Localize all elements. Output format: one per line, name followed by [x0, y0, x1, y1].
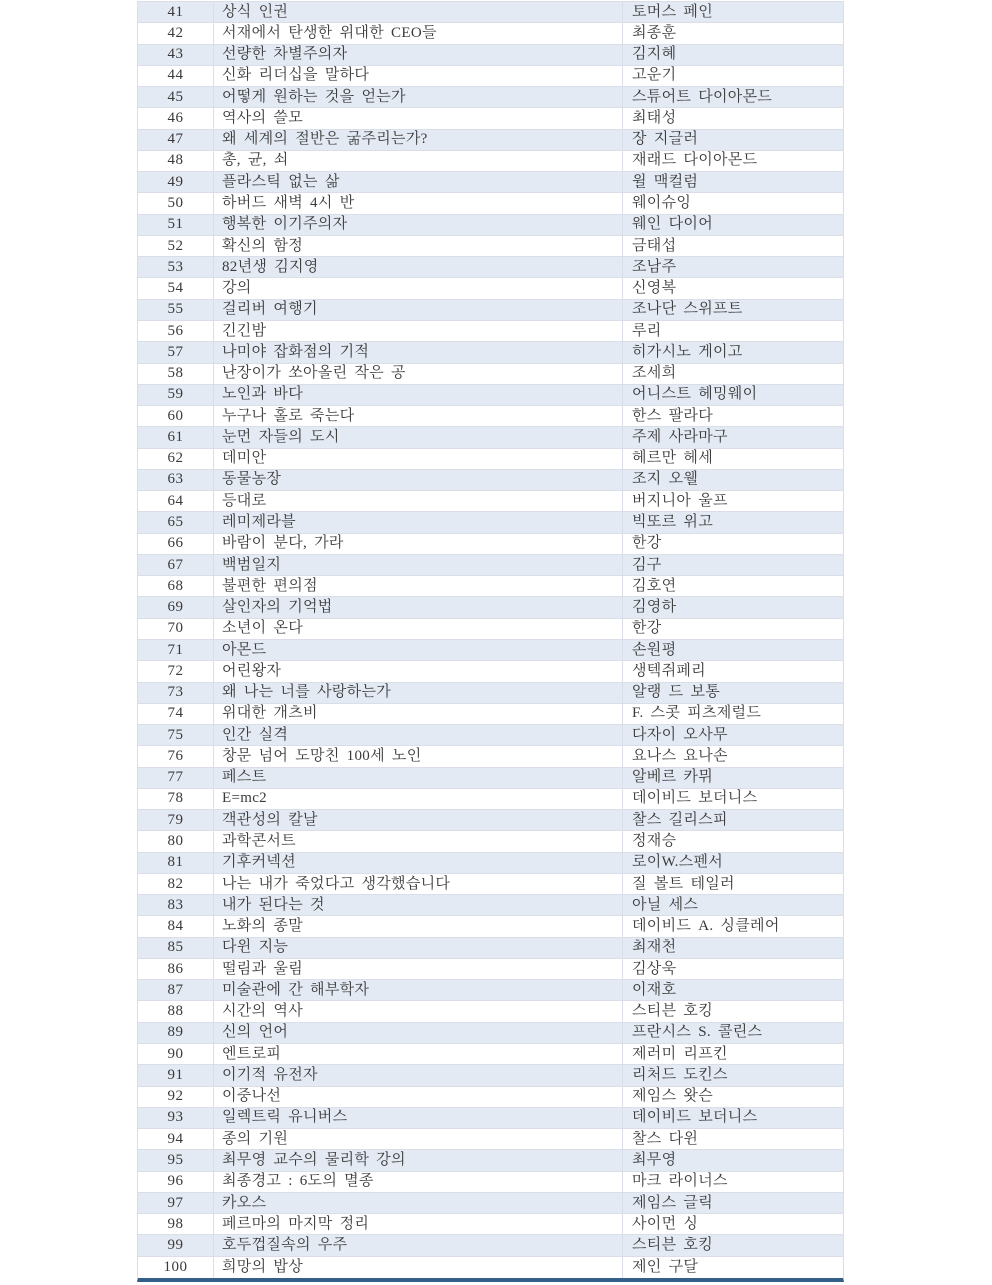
row-number: 61 [138, 427, 214, 447]
book-author: 데이비드 보더니스 [632, 1109, 758, 1126]
book-title: 이중나선 [214, 1087, 623, 1107]
row-number: 55 [138, 300, 214, 320]
book-author: 김지혜 [632, 46, 677, 63]
book-author: 리처드 도킨스 [632, 1066, 728, 1083]
table-row [138, 278, 843, 299]
row-number: 87 [138, 980, 214, 1000]
row-number: 71 [138, 640, 214, 660]
book-title: 호두껍질속의 우주 [214, 1235, 623, 1255]
row-number: 90 [138, 1044, 214, 1064]
row-number: 50 [138, 193, 214, 213]
row-number: 86 [138, 959, 214, 979]
book-title: 데미안 [214, 449, 623, 469]
book-author: 이재호 [632, 981, 677, 998]
book-title: 시간의 역사 [214, 1001, 623, 1021]
row-number: 82 [138, 874, 214, 894]
table-row [138, 45, 843, 66]
row-number: 62 [138, 449, 214, 469]
book-title: E=mc2 [214, 789, 623, 809]
book-author: 찰스 다윈 [632, 1130, 699, 1147]
book-author: 아닐 세스 [632, 896, 699, 913]
row-number: 75 [138, 725, 214, 745]
table-row [138, 704, 843, 725]
table-row [138, 215, 843, 236]
table-row [138, 831, 843, 852]
book-title: 왜 나는 너를 사랑하는가 [214, 683, 623, 703]
table-row [138, 895, 843, 916]
row-number: 45 [138, 87, 214, 107]
book-author: 주제 사라마구 [632, 428, 728, 445]
book-title: 아몬드 [214, 640, 623, 660]
book-title: 인간 실격 [214, 725, 623, 745]
table-row [138, 597, 843, 618]
table-row [138, 2, 843, 23]
book-author: 장 지글러 [632, 131, 699, 148]
row-number: 60 [138, 406, 214, 426]
book-title: 왜 세계의 절반은 굶주리는가? [214, 130, 623, 150]
book-author: 스티븐 호킹 [632, 1003, 714, 1020]
table-row [138, 1001, 843, 1022]
book-table [137, 1, 844, 1282]
book-title: 바람이 분다, 가라 [214, 534, 623, 554]
book-title: 확신의 함정 [214, 236, 623, 256]
table-row [138, 789, 843, 810]
row-number: 64 [138, 491, 214, 511]
book-title: 걸리버 여행기 [214, 300, 623, 320]
book-title: 서재에서 탄생한 위대한 CEO들 [214, 23, 623, 43]
book-author: 웨인 다이어 [632, 216, 714, 233]
table-row [138, 1087, 843, 1108]
book-title: 살인자의 기억법 [214, 597, 623, 617]
row-number: 74 [138, 704, 214, 724]
row-number: 63 [138, 470, 214, 490]
book-author: 김호연 [632, 577, 677, 594]
row-number: 56 [138, 321, 214, 341]
table-row [138, 1108, 843, 1129]
book-author: 제러미 리프킨 [632, 1045, 728, 1062]
table-row [138, 1150, 843, 1171]
row-number: 47 [138, 130, 214, 150]
row-number: 48 [138, 151, 214, 171]
book-author: 조나단 스위프트 [632, 301, 743, 318]
book-author: 제임스 왓슨 [632, 1088, 714, 1105]
table-row [138, 661, 843, 682]
book-title: 최무영 교수의 물리학 강의 [214, 1150, 623, 1170]
book-title: 하버드 새벽 4시 반 [214, 193, 623, 213]
table-row [138, 1193, 843, 1214]
table-row [138, 87, 843, 108]
row-number: 78 [138, 789, 214, 809]
book-author: 최재천 [632, 939, 677, 956]
book-title: 노인과 바다 [214, 385, 623, 405]
book-title: 페스트 [214, 768, 623, 788]
book-title: 나는 내가 죽었다고 생각했습니다 [214, 874, 623, 894]
book-title: 종의 기원 [214, 1129, 623, 1149]
row-number: 66 [138, 534, 214, 554]
table-row [138, 321, 843, 342]
book-author: 웨이슈잉 [632, 195, 692, 212]
book-title: 총, 균, 쇠 [214, 151, 623, 171]
book-title: 불편한 편의점 [214, 576, 623, 596]
book-title: 미술관에 간 해부학자 [214, 980, 623, 1000]
table-row [138, 980, 843, 1001]
table-row [138, 810, 843, 831]
row-number: 80 [138, 831, 214, 851]
book-author: 토머스 페인 [632, 3, 714, 20]
table-row [138, 640, 843, 661]
book-title: 어떻게 원하는 것을 얻는가 [214, 87, 623, 107]
book-author: 조지 오웰 [632, 471, 699, 488]
row-number: 96 [138, 1172, 214, 1192]
book-author: 조남주 [632, 258, 677, 275]
book-title: 등대로 [214, 491, 623, 511]
table-row [138, 1044, 843, 1065]
table-row [138, 1129, 843, 1150]
table-row [138, 108, 843, 129]
book-title: 페르마의 마지막 정리 [214, 1214, 623, 1234]
row-number: 41 [138, 2, 214, 22]
book-author: 프란시스 S. 콜린스 [632, 1024, 763, 1041]
book-author: 버지니아 울프 [632, 492, 728, 509]
row-number: 57 [138, 342, 214, 362]
book-author: 김상욱 [632, 960, 677, 977]
row-number: 54 [138, 278, 214, 298]
row-number: 49 [138, 172, 214, 192]
row-number: 85 [138, 938, 214, 958]
row-number: 92 [138, 1087, 214, 1107]
table-row [138, 364, 843, 385]
row-number: 79 [138, 810, 214, 830]
book-author: 스티븐 호킹 [632, 1237, 714, 1254]
book-author: 고운기 [632, 67, 677, 84]
book-title: 동물농장 [214, 470, 623, 490]
book-title: 소년이 온다 [214, 619, 623, 639]
table-row [138, 66, 843, 87]
book-author: 다자이 오사무 [632, 726, 728, 743]
book-title: 객관성의 칼날 [214, 810, 623, 830]
book-author: 알랭 드 보통 [632, 684, 721, 701]
table-row [138, 449, 843, 470]
book-title: 노화의 종말 [214, 916, 623, 936]
row-number: 97 [138, 1193, 214, 1213]
book-author: 손원평 [632, 641, 677, 658]
table-row [138, 130, 843, 151]
book-title: 강의 [214, 278, 623, 298]
table-row [138, 1172, 843, 1193]
table-row [138, 1257, 843, 1278]
book-title: 82년생 김지영 [214, 257, 623, 277]
book-title: 긴긴밤 [214, 321, 623, 341]
book-author: 한강 [632, 535, 662, 552]
book-author: 알베르 카뮈 [632, 769, 714, 786]
book-author: 김영하 [632, 599, 677, 616]
book-author: 최태성 [632, 109, 677, 126]
table-row [138, 385, 843, 406]
book-author: 한강 [632, 620, 662, 637]
book-title: 선량한 차별주의자 [214, 45, 623, 65]
book-author: 데이비드 A. 싱클레어 [632, 918, 780, 935]
table-row [138, 193, 843, 214]
book-author: 찰스 길리스피 [632, 811, 728, 828]
row-number: 91 [138, 1065, 214, 1085]
row-number: 67 [138, 555, 214, 575]
row-number: 73 [138, 683, 214, 703]
book-title: 나미야 잡화점의 기적 [214, 342, 623, 362]
book-title: 떨림과 울림 [214, 959, 623, 979]
book-title: 난장이가 쏘아올린 작은 공 [214, 364, 623, 384]
book-author: 제인 구달 [632, 1258, 699, 1275]
row-number: 51 [138, 215, 214, 235]
row-number: 95 [138, 1150, 214, 1170]
book-title: 플라스틱 없는 삶 [214, 172, 623, 192]
row-number: 70 [138, 619, 214, 639]
book-author: 한스 팔라다 [632, 407, 714, 424]
table-row [138, 576, 843, 597]
book-title: 카오스 [214, 1193, 623, 1213]
table-row [138, 916, 843, 937]
book-author: 조세희 [632, 365, 677, 382]
book-author: 신영복 [632, 280, 677, 297]
book-title: 이기적 유전자 [214, 1065, 623, 1085]
book-title: 내가 된다는 것 [214, 895, 623, 915]
table-row [138, 768, 843, 789]
table-row [138, 512, 843, 533]
book-title: 다윈 지능 [214, 938, 623, 958]
book-title: 행복한 이기주의자 [214, 215, 623, 235]
row-number: 43 [138, 45, 214, 65]
book-author: 최종훈 [632, 24, 677, 41]
row-number: 84 [138, 916, 214, 936]
row-number: 100 [138, 1257, 214, 1278]
table-row [138, 1214, 843, 1235]
book-title: 눈먼 자들의 도시 [214, 427, 623, 447]
book-author: 최무영 [632, 1151, 677, 1168]
table-row [138, 874, 843, 895]
row-number: 68 [138, 576, 214, 596]
book-title: 희망의 밥상 [214, 1257, 623, 1278]
book-title: 상식 인권 [214, 2, 623, 22]
book-author: 헤르만 헤세 [632, 450, 714, 467]
row-number: 52 [138, 236, 214, 256]
row-number: 88 [138, 1001, 214, 1021]
book-title: 일렉트릭 유니버스 [214, 1108, 623, 1128]
book-title: 최종경고 : 6도의 멸종 [214, 1172, 623, 1192]
book-author: 금태섭 [632, 237, 677, 254]
book-title: 신의 언어 [214, 1023, 623, 1043]
row-number: 42 [138, 23, 214, 43]
table-row [138, 23, 843, 44]
book-title: 레미제라블 [214, 512, 623, 532]
table-row [138, 746, 843, 767]
row-number: 77 [138, 768, 214, 788]
book-author: 마크 라이너스 [632, 1173, 728, 1190]
table-row [138, 427, 843, 448]
book-title: 위대한 개츠비 [214, 704, 623, 724]
book-author: 히가시노 게이고 [632, 343, 743, 360]
row-number: 58 [138, 364, 214, 384]
row-number: 89 [138, 1023, 214, 1043]
book-author: 루리 [632, 322, 662, 339]
book-author: 스튜어트 다이아몬드 [632, 88, 773, 105]
book-author: 재래드 다이아몬드 [632, 152, 758, 169]
table-row [138, 151, 843, 172]
row-number: 65 [138, 512, 214, 532]
book-author: 빅또르 위고 [632, 514, 714, 530]
table-row [138, 1065, 843, 1086]
table-row [138, 470, 843, 491]
table-row [138, 257, 843, 278]
book-author: 생텍쥐페리 [632, 662, 706, 679]
row-number: 93 [138, 1108, 214, 1128]
book-title: 창문 넘어 도망친 100세 노인 [214, 746, 623, 766]
book-author: 질 볼트 테일러 [632, 875, 735, 892]
book-title: 신화 리더십을 말하다 [214, 66, 623, 86]
table-row [138, 491, 843, 512]
table-row [138, 725, 843, 746]
row-number: 81 [138, 853, 214, 873]
row-number: 94 [138, 1129, 214, 1149]
book-title: 역사의 쓸모 [214, 108, 623, 128]
row-number: 44 [138, 66, 214, 86]
book-author: 사이먼 싱 [632, 1215, 699, 1232]
row-number: 69 [138, 597, 214, 617]
table-row [138, 938, 843, 959]
table-row [138, 406, 843, 427]
book-author: F. 스콧 피츠제럴드 [632, 705, 762, 722]
book-title: 과학콘서트 [214, 831, 623, 851]
table-row [138, 853, 843, 874]
book-title: 누구나 홀로 죽는다 [214, 406, 623, 426]
table-row [138, 236, 843, 257]
table-row [138, 555, 843, 576]
book-author: 제임스 글릭 [632, 1194, 714, 1211]
row-number: 98 [138, 1214, 214, 1234]
book-author: 로이W.스펜서 [632, 854, 724, 871]
table-row [138, 619, 843, 640]
book-author: 어니스트 헤밍웨이 [632, 386, 758, 403]
book-title: 엔트로피 [214, 1044, 623, 1064]
row-number: 99 [138, 1235, 214, 1255]
row-number: 46 [138, 108, 214, 128]
book-title: 어린왕자 [214, 661, 623, 681]
table-row [138, 1235, 843, 1256]
book-author: 김구 [632, 556, 662, 573]
table-row [138, 1023, 843, 1044]
table-row [138, 683, 843, 704]
table-row [138, 534, 843, 555]
table-row [138, 172, 843, 193]
row-number: 53 [138, 257, 214, 277]
book-author: 데이비드 보더니스 [632, 790, 758, 807]
book-title: 백범일지 [214, 555, 623, 575]
book-author: 요나스 요나손 [632, 747, 728, 764]
book-author: 윌 맥컬럼 [632, 173, 699, 190]
table-row [138, 959, 843, 980]
book-author: 정재승 [632, 832, 677, 849]
row-number: 76 [138, 746, 214, 766]
row-number: 83 [138, 895, 214, 915]
row-number: 72 [138, 661, 214, 681]
table-row [138, 342, 843, 363]
row-number: 59 [138, 385, 214, 405]
table-row [138, 300, 843, 321]
book-title: 기후커넥션 [214, 853, 623, 873]
